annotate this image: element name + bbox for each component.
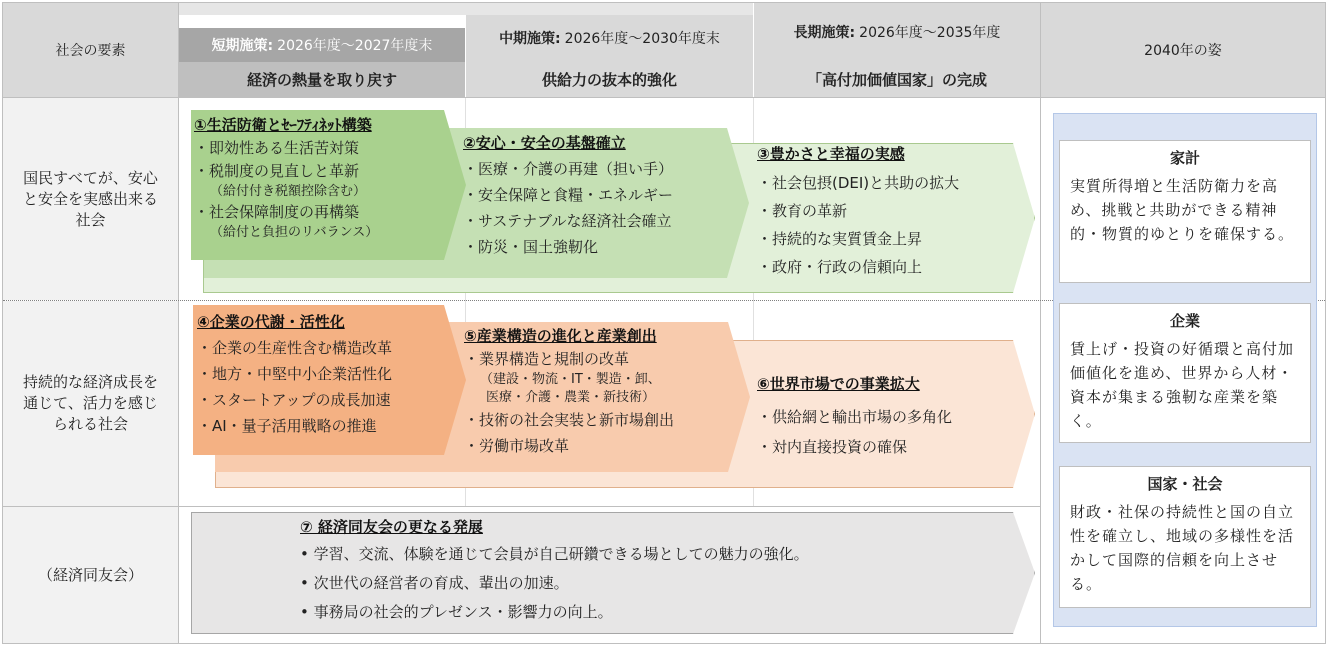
header-long bbox=[754, 3, 1040, 97]
mid-period: 2026年度～2030年度末 bbox=[564, 31, 720, 47]
box2-item-3: ・サステナブルな経済社会確立 bbox=[463, 212, 672, 230]
short-period: 2026年度～2027年度末 bbox=[277, 38, 433, 54]
header-society-label: 社会の要素 bbox=[55, 43, 126, 59]
vision-nation-title: 国家・社会 bbox=[1147, 475, 1223, 493]
box7 bbox=[300, 516, 1000, 627]
box7-title: ⑦ 経済同友会の更なる発展 bbox=[300, 518, 483, 536]
vision-household-body: 実質所得増と生活防衛力を高め、挑戦と共助ができる精神的・物質的ゆとりを確保する。 bbox=[1070, 177, 1295, 243]
row2-label bbox=[3, 301, 178, 506]
box2-item-2: ・安全保障と食糧・エネルギー bbox=[463, 186, 674, 204]
box5-item-1: ・業界構造と規制の改革 bbox=[464, 350, 630, 368]
box3-item-1: ・社会包摂(DEI)と共助の拡大 bbox=[757, 174, 960, 192]
box6 bbox=[757, 373, 1027, 462]
box4-item-4: ・AI・量子活用戦略の推進 bbox=[197, 417, 377, 435]
box3-title: ③豊かさと幸福の実感 bbox=[757, 145, 905, 163]
box7-item-2: • 次世代の経営者の育成、輩出の加速。 bbox=[300, 574, 569, 592]
box7-item-1: • 学習、交流、体験を通じて会員が自己研鑽できる場としての魅力の強化。 bbox=[300, 545, 809, 563]
box3 bbox=[757, 143, 1027, 281]
vision-company-body: 賃上げ・投資の好循環と高付加価値化を進め、世界から人材・資本が集まる強靭な産業を築く。 bbox=[1070, 340, 1295, 430]
box3-item-2: ・教育の革新 bbox=[757, 202, 848, 220]
box5-item-2: （建設・物流・IT・製造・卸、 bbox=[480, 372, 661, 387]
mid-label: 中期施策: bbox=[499, 31, 561, 47]
box2-item-1: ・医療・介護の再建（担い手） bbox=[463, 160, 674, 178]
long-period: 2026年度～2035年度 bbox=[859, 25, 1001, 41]
box1-item-5: （給付と負担のリバランス） bbox=[210, 225, 379, 240]
box5-title: ⑤産業構造の進化と産業創出 bbox=[464, 327, 657, 345]
box3-item-4: ・政府・行政の信頼向上 bbox=[757, 258, 923, 276]
box4-item-3: ・スタートアップの成長加速 bbox=[197, 391, 391, 409]
row2-label-text: 持続的な経済成長を通じて、活力を感じられる社会 bbox=[22, 373, 158, 433]
header-society bbox=[3, 3, 178, 97]
box1-item-4: ・社会保障制度の再構築 bbox=[194, 203, 360, 221]
header-mid bbox=[466, 15, 753, 97]
col-line-1 bbox=[178, 3, 179, 643]
box5 bbox=[464, 325, 744, 459]
vision-household bbox=[1059, 140, 1311, 283]
short-label: 短期施策: bbox=[211, 38, 274, 54]
header-2040-label: 2040年の姿 bbox=[1144, 43, 1222, 59]
box5-item-5: ・労働市場改革 bbox=[464, 437, 570, 455]
long-label: 長期施策: bbox=[793, 25, 856, 41]
box4-item-2: ・地方・中堅中小企業活性化 bbox=[197, 365, 393, 383]
col-line-4 bbox=[1040, 3, 1041, 643]
header-2040 bbox=[1041, 3, 1325, 97]
box5-item-3: 医療・介護・農業・新技術） bbox=[486, 390, 656, 405]
box7-item-3: • 事務局の社会的プレゼンス・影響力の向上。 bbox=[300, 603, 613, 621]
row1-label-text: 国民すべてが、安心と安全を実感出来る社会 bbox=[22, 168, 158, 229]
box2-title: ②安心・安全の基盤確立 bbox=[463, 134, 626, 152]
box2 bbox=[463, 132, 743, 260]
box6-title: ⑥世界市場での事業拡大 bbox=[757, 375, 920, 393]
row3-label bbox=[3, 507, 178, 643]
box2-item-4: ・防災・国土強靭化 bbox=[463, 238, 599, 256]
box1-item-2: ・税制度の見直しと革新 bbox=[194, 162, 360, 180]
box4 bbox=[197, 311, 457, 439]
header-top-strip bbox=[179, 3, 753, 15]
box1-item-1: ・即効性ある生活苦対策 bbox=[194, 139, 360, 157]
short-theme: 経済の熱量を取り戻す bbox=[246, 71, 397, 89]
box1-title: ①生活防衛とｾｰﾌﾃｨﾈｯﾄ構築 bbox=[194, 116, 372, 134]
header-short bbox=[179, 28, 465, 97]
box6-item-2: ・対内直接投資の確保 bbox=[757, 438, 908, 456]
long-theme: 「高付加価値国家」の完成 bbox=[806, 70, 987, 89]
box4-title: ④企業の代謝・活性化 bbox=[197, 313, 345, 331]
vision-nation-body: 財政・社保の持続性と国の自立性を確立し、地域の多様性を活かして国際的信頼を向上させる。 bbox=[1070, 503, 1295, 593]
mid-theme: 供給力の抜本的強化 bbox=[541, 70, 677, 89]
body-divider-h bbox=[3, 97, 1325, 98]
vision-nation bbox=[1059, 466, 1311, 608]
box5-item-4: ・技術の社会実装と新市場創出 bbox=[464, 411, 675, 429]
box1-item-3: （給付付き税額控除含む） bbox=[210, 184, 367, 199]
row1-label bbox=[3, 98, 178, 300]
box3-item-3: ・持続的な実質賃金上昇 bbox=[757, 230, 923, 248]
box4-item-1: ・企業の生産性含む構造改革 bbox=[197, 339, 393, 357]
vision-household-title: 家計 bbox=[1169, 149, 1200, 167]
row3-label-text: （経済同友会） bbox=[37, 565, 143, 584]
vision-company bbox=[1059, 303, 1311, 443]
box6-item-1: ・供給網と輸出市場の多角化 bbox=[757, 408, 953, 426]
vision-company-title: 企業 bbox=[1169, 312, 1200, 330]
box1 bbox=[194, 114, 454, 242]
